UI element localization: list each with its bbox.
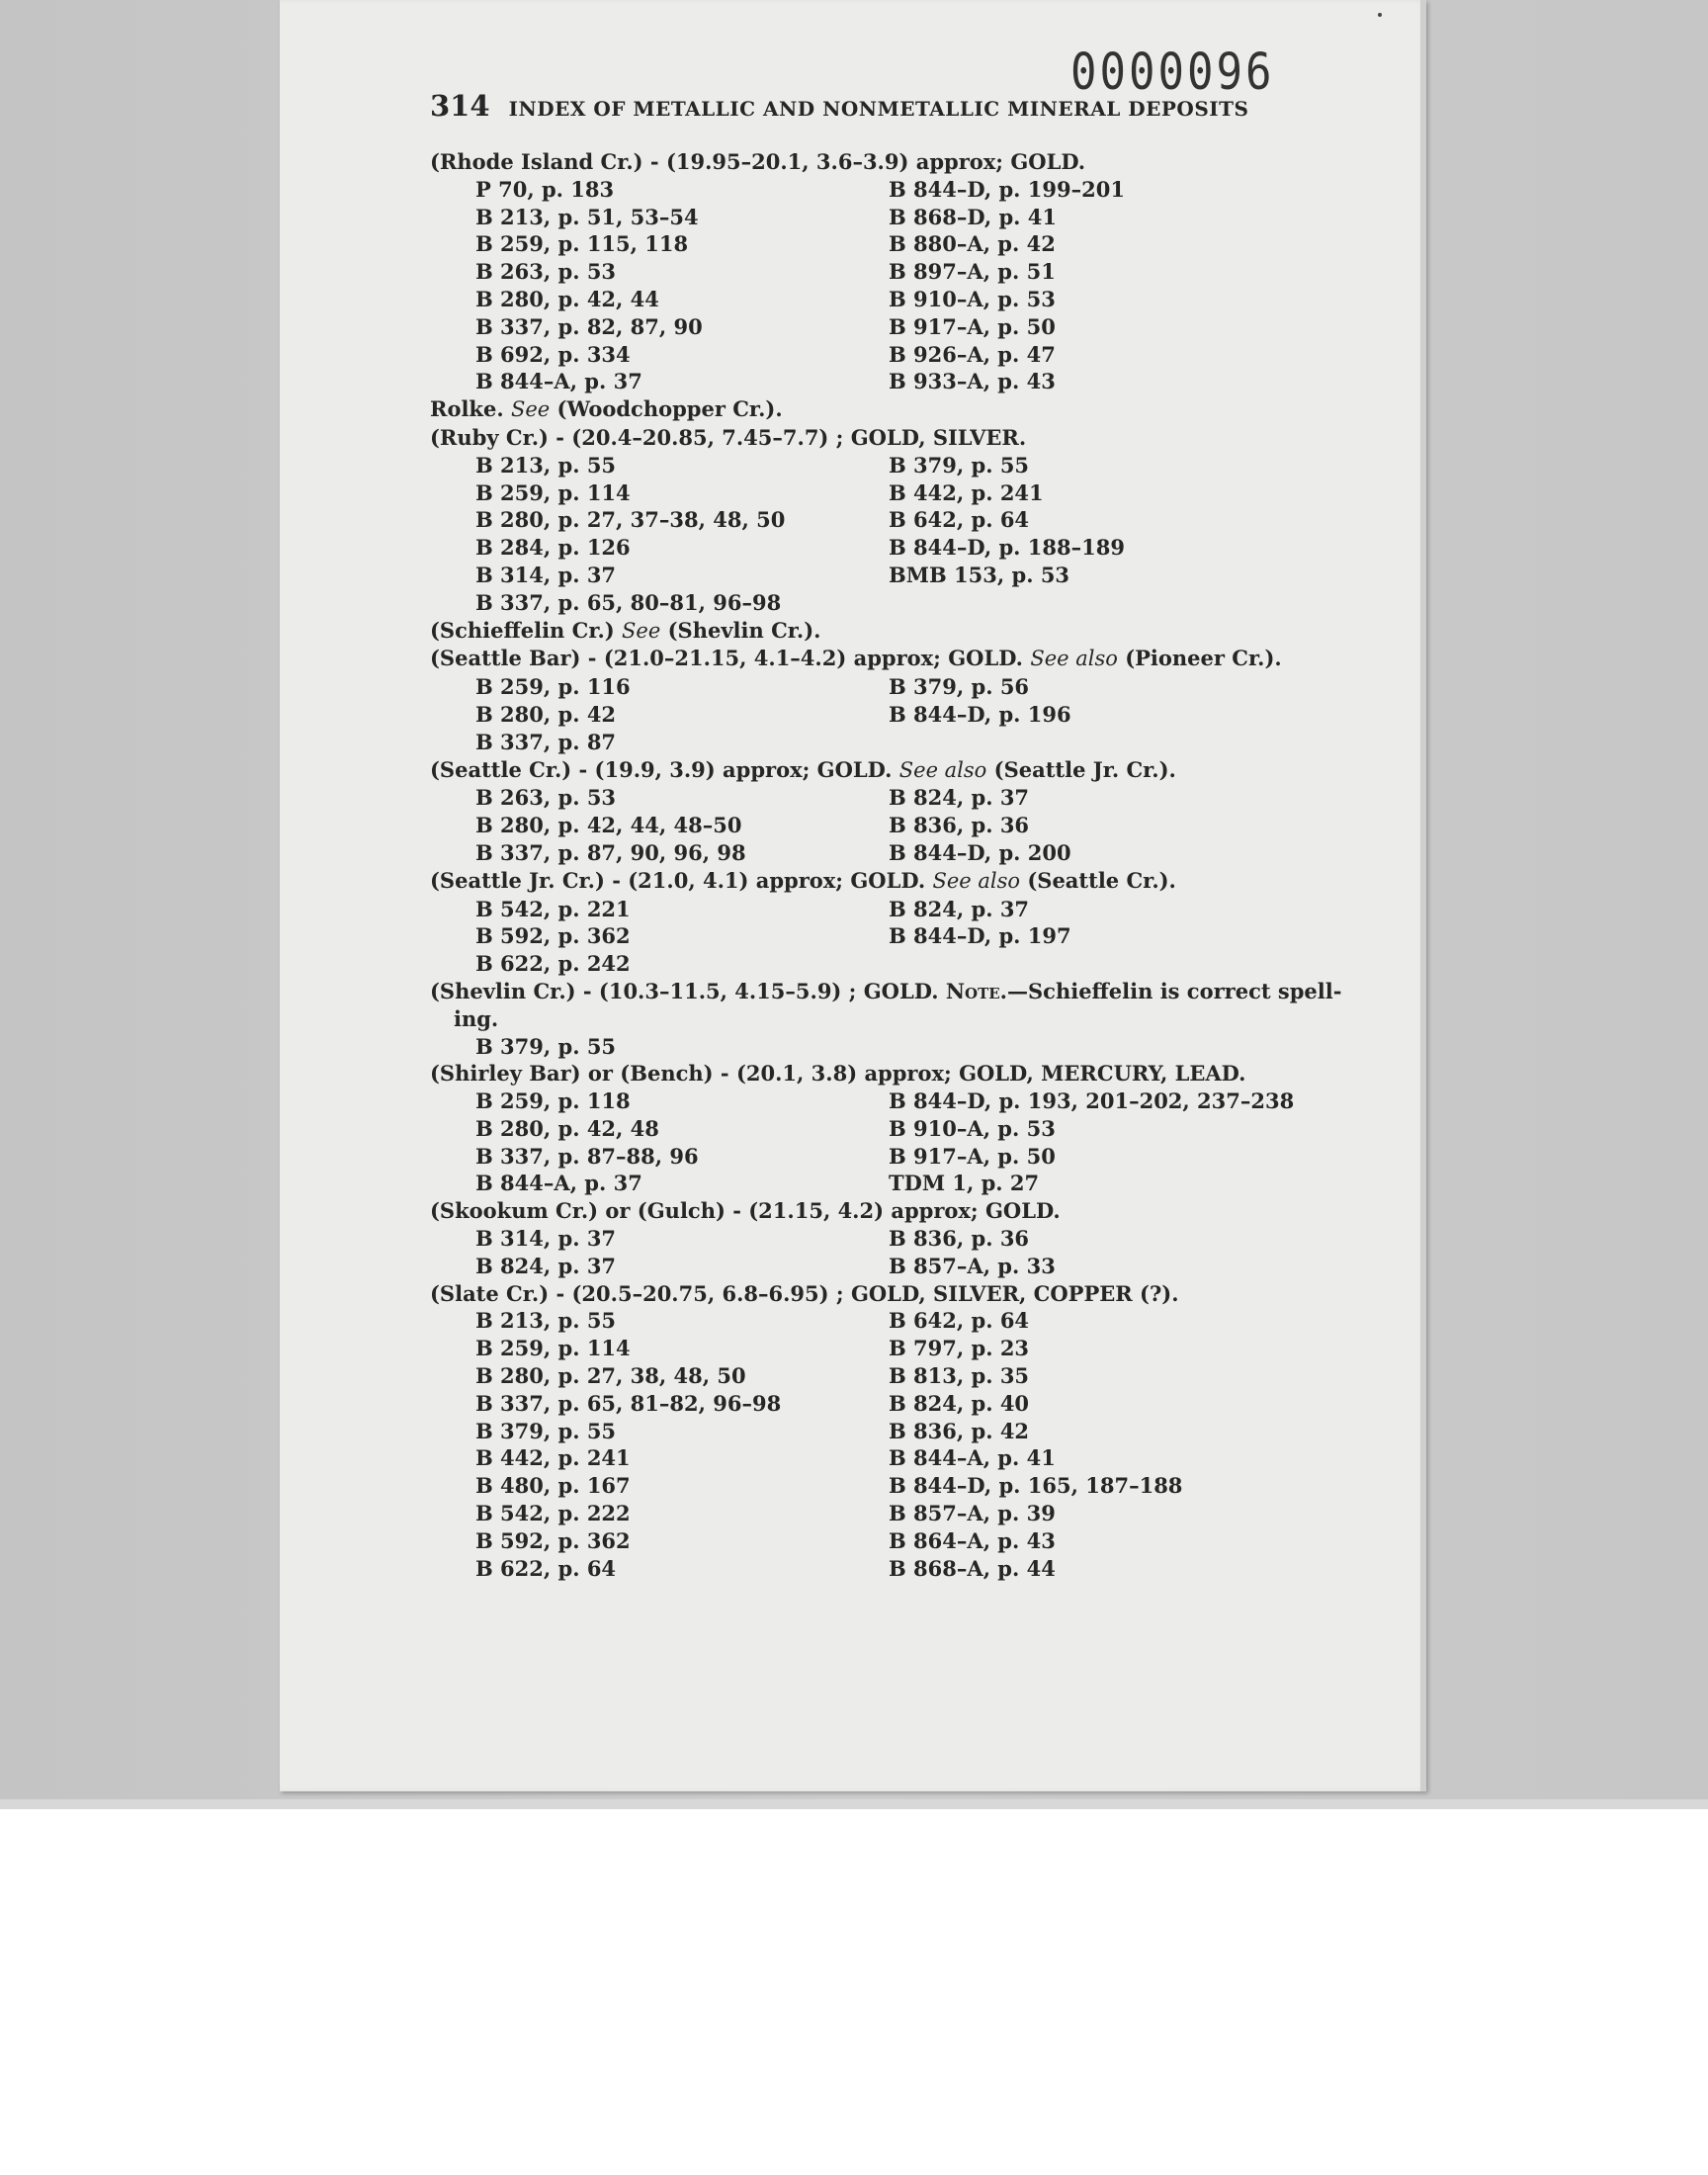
reference-left: B 280, p. 27, 37–38, 48, 50 (475, 507, 786, 533)
reference-left: B 284, p. 126 (475, 535, 631, 561)
entry-crossref: (Pioneer Cr.). (1125, 646, 1282, 671)
reference-left: B 259, p. 118 (475, 1088, 631, 1114)
entry-heading (430, 617, 1300, 646)
reference-list (430, 1088, 1300, 1197)
reference-left: B 213, p. 55 (475, 1308, 617, 1334)
index-entry (430, 148, 1300, 395)
reference-left: B 337, p. 65, 81–82, 96–98 (475, 1390, 782, 1416)
reference-left: B 379, p. 55 (475, 1033, 617, 1059)
reference-list (430, 1225, 1300, 1280)
see-reference-label: See also (898, 757, 987, 782)
reference-right: B 868–A, p. 44 (889, 1555, 1056, 1581)
see-reference-label: See (622, 618, 661, 643)
reference-list (430, 784, 1300, 866)
reference-right: B 836, p. 42 (889, 1418, 1030, 1443)
entry-title: (Rhode Island Cr.) - (19.95–20.1, 3.6–3.9) approx; GOLD. (430, 149, 1086, 174)
reference-right: B 844–D, p. 165, 187–188 (889, 1473, 1183, 1499)
reference-left: B 280, p. 27, 38, 48, 50 (475, 1363, 746, 1389)
entry-heading (430, 1060, 1300, 1088)
reference-right: B 442, p. 241 (889, 479, 1044, 505)
entry-title: (Shevlin Cr.) - (10.3–11.5, 4.15–5.9) ; GOLD. (430, 978, 939, 1003)
reference-list (430, 1033, 1300, 1061)
reference-right: B 917–A, p. 50 (889, 1143, 1056, 1169)
reference-right: B 864–A, p. 43 (889, 1527, 1056, 1553)
reference-left: B 314, p. 37 (475, 562, 617, 587)
reference-list (430, 1307, 1300, 1582)
note-label: Note. (945, 978, 1007, 1003)
index-entry (430, 617, 1300, 646)
reference-right: TDM 1, p. 27 (889, 1171, 1040, 1196)
reference-right: B 844–D, p. 199–201 (889, 176, 1125, 202)
reference-right: B 836, p. 36 (889, 1226, 1030, 1252)
reference-right: B 926–A, p. 47 (889, 341, 1056, 367)
reference-left: B 259, p. 116 (475, 674, 631, 700)
reference-left: B 442, p. 241 (475, 1445, 631, 1471)
entry-title: (Seattle Jr. Cr.) - (21.0, 4.1) approx; GOLD. (430, 867, 926, 893)
reference-right: B 844–D, p. 200 (889, 839, 1071, 865)
reference-left: B 337, p. 87, 90, 96, 98 (475, 839, 746, 865)
entry-crossref: (Seattle Cr.). (1027, 867, 1176, 893)
entry-title: Rolke. (430, 396, 504, 422)
dust-speck (1378, 13, 1382, 17)
reference-left: B 622, p. 64 (475, 1555, 617, 1581)
document-stamp-number: 0000096 (1070, 44, 1275, 102)
reference-right: B 379, p. 55 (889, 452, 1030, 478)
running-head: INDEX OF METALLIC AND NONMETALLIC MINERAL DEPOSITS (508, 97, 1249, 121)
reference-right: B 910–A, p. 53 (889, 1115, 1056, 1141)
reference-left: B 213, p. 51, 53–54 (475, 204, 699, 229)
reference-list (430, 673, 1300, 755)
reference-left: B 337, p. 87 (475, 729, 617, 754)
entry-heading (430, 978, 1342, 1005)
index-entry (430, 867, 1300, 978)
reference-left: B 692, p. 334 (475, 341, 631, 367)
reference-left: B 337, p. 65, 80–81, 96–98 (475, 589, 782, 615)
reference-left: B 213, p. 55 (475, 452, 617, 478)
page-number: 314 (430, 89, 490, 123)
entry-heading (430, 1197, 1300, 1225)
reference-right: B 897–A, p. 51 (889, 259, 1056, 285)
reference-left: B 622, p. 242 (475, 951, 631, 977)
entry-heading (430, 148, 1300, 176)
reference-right: B 844–D, p. 193, 201–202, 237–238 (889, 1088, 1295, 1114)
entry-heading (430, 395, 1300, 424)
see-reference-label: See also (932, 868, 1021, 893)
reference-right: B 857–A, p. 33 (889, 1253, 1056, 1278)
reference-right: B 836, p. 36 (889, 813, 1030, 838)
reference-right: B 642, p. 64 (889, 507, 1030, 533)
reference-left: B 259, p. 114 (475, 479, 631, 505)
reference-right: B 824, p. 37 (889, 785, 1030, 811)
reference-right: B 824, p. 37 (889, 896, 1030, 921)
reference-left: B 337, p. 87–88, 96 (475, 1143, 699, 1169)
page-header (430, 89, 1280, 129)
entry-heading (430, 424, 1300, 452)
entry-crossref: (Shevlin Cr.). (667, 617, 821, 643)
reference-left: B 592, p. 362 (475, 1527, 631, 1553)
reference-right: BMB 153, p. 53 (889, 562, 1070, 587)
index-entry (430, 1060, 1300, 1197)
document-page (280, 0, 1426, 1791)
reference-left: B 480, p. 167 (475, 1473, 631, 1499)
entry-heading (430, 867, 1300, 896)
reference-right: B 933–A, p. 43 (889, 369, 1056, 394)
reference-list (430, 176, 1300, 395)
reference-right: B 824, p. 40 (889, 1390, 1030, 1416)
entry-heading (430, 1280, 1300, 1308)
reference-list (430, 452, 1300, 617)
reference-right: B 379, p. 56 (889, 674, 1030, 700)
reference-right: B 857–A, p. 39 (889, 1501, 1056, 1526)
entry-title: (Slate Cr.) - (20.5–20.75, 6.8–6.95) ; GOLD, SILVER, COPPER (?). (430, 1280, 1179, 1306)
entry-title: (Ruby Cr.) - (20.4–20.85, 7.45–7.7) ; GOLD, SILVER. (430, 424, 1027, 450)
reference-left: B 263, p. 53 (475, 785, 617, 811)
reference-left: B 542, p. 221 (475, 896, 631, 921)
reference-right: B 910–A, p. 53 (889, 286, 1056, 311)
reference-left: B 280, p. 42 (475, 701, 617, 727)
entry-crossref: (Seattle Jr. Cr.). (993, 756, 1176, 782)
see-reference-label: See (510, 397, 551, 422)
reference-left: B 280, p. 42, 48 (475, 1115, 659, 1141)
index-entry (430, 645, 1300, 755)
entry-crossref: (Woodchopper Cr.). (556, 396, 783, 422)
reference-right: B 868–D, p. 41 (889, 204, 1058, 229)
reference-left: B 592, p. 362 (475, 923, 631, 949)
entry-crossref: —Schieffelin is correct spell- (1007, 978, 1342, 1003)
index-entry (430, 1280, 1300, 1583)
reference-right: B 813, p. 35 (889, 1363, 1030, 1389)
reference-right: B 797, p. 23 (889, 1336, 1030, 1361)
scanner-edge (0, 1799, 1708, 1809)
index-entry (430, 1197, 1300, 1279)
reference-left: B 280, p. 42, 44, 48–50 (475, 813, 742, 838)
reference-right (889, 729, 1304, 756)
reference-right (889, 589, 1304, 617)
reference-right (889, 1033, 1304, 1061)
reference-left: B 314, p. 37 (475, 1226, 617, 1252)
reference-right (889, 950, 1304, 978)
reference-left: P 70, p. 183 (475, 176, 615, 202)
reference-left: B 263, p. 53 (475, 259, 617, 285)
reference-right: B 844–D, p. 196 (889, 701, 1071, 727)
see-reference-label: See also (1030, 647, 1118, 671)
entry-heading-continued: ing. (454, 1005, 499, 1031)
entry-title: (Schieffelin Cr.) (430, 617, 615, 643)
reference-left: B 844–A, p. 37 (475, 1171, 642, 1196)
index-entry (430, 395, 1300, 424)
reference-left: B 379, p. 55 (475, 1418, 617, 1443)
reference-left: B 844–A, p. 37 (475, 369, 642, 394)
index-entry (430, 424, 1300, 617)
entry-title: (Skookum Cr.) or (Gulch) - (21.15, 4.2) approx; GOLD. (430, 1198, 1061, 1224)
reference-right: B 844–D, p. 188–189 (889, 535, 1125, 561)
reference-right: B 844–D, p. 197 (889, 923, 1071, 949)
index-entry (430, 756, 1300, 867)
reference-left: B 542, p. 222 (475, 1501, 631, 1526)
reference-left: B 259, p. 114 (475, 1336, 631, 1361)
reference-left: B 824, p. 37 (475, 1253, 617, 1278)
entry-heading (430, 645, 1300, 673)
reference-left: B 280, p. 42, 44 (475, 286, 659, 311)
reference-right: B 844–A, p. 41 (889, 1445, 1056, 1471)
entry-title: (Seattle Bar) - (21.0–21.15, 4.1–4.2) approx; GOLD. (430, 646, 1023, 671)
reference-list (430, 896, 1300, 978)
reference-right: B 642, p. 64 (889, 1308, 1030, 1334)
entry-heading (430, 756, 1300, 785)
entry-title: (Seattle Cr.) - (19.9, 3.9) approx; GOLD. (430, 756, 893, 782)
reference-right: B 880–A, p. 42 (889, 231, 1056, 257)
reference-left: B 337, p. 82, 87, 90 (475, 313, 703, 339)
entry-title: (Shirley Bar) or (Bench) - (20.1, 3.8) approx; GOLD, MERCURY, LEAD. (430, 1061, 1246, 1087)
blank-area (0, 1809, 1708, 2175)
reference-right: B 917–A, p. 50 (889, 313, 1056, 339)
page-edge (1420, 0, 1426, 1791)
index-entry (430, 978, 1342, 1060)
reference-left: B 259, p. 115, 118 (475, 231, 689, 257)
index-entries (430, 148, 1342, 1582)
